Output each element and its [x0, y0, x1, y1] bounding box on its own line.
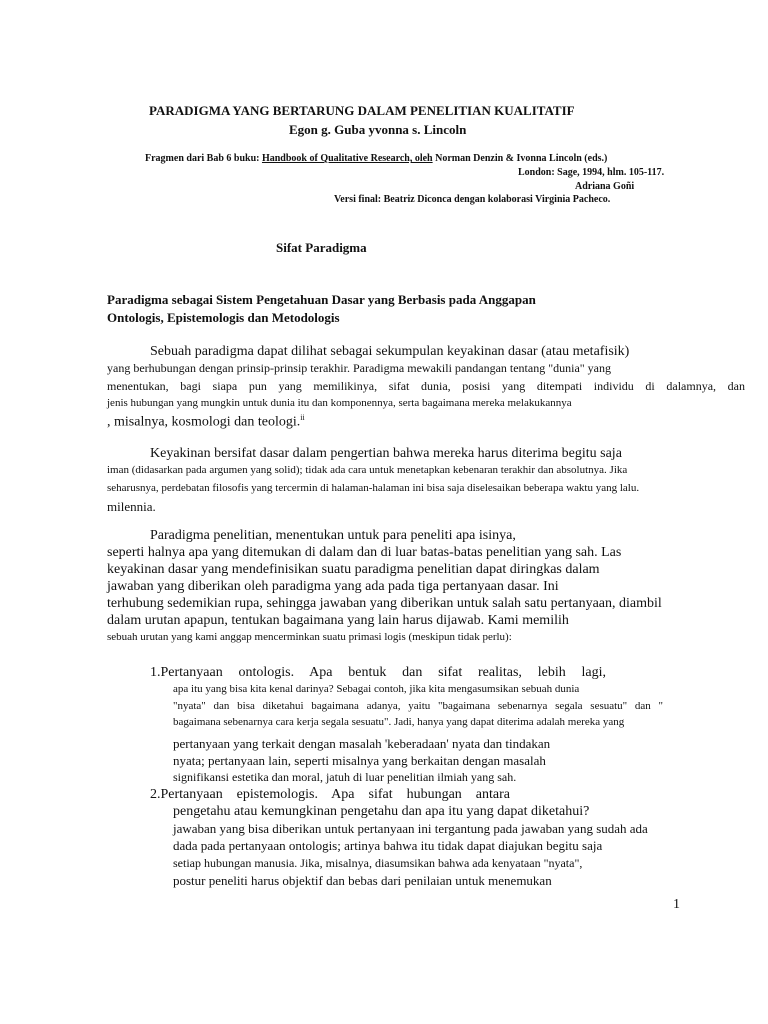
item2-line-1: 2.Pertanyaan epistemologis. Apa sifat hubungan antara	[150, 787, 510, 802]
para2-line-3: seharusnya, perdebatan filosofis yang tercermin di halaman-halaman ini bisa saja diselesaikan beberapa waktu yang lalu.	[107, 482, 640, 494]
para3-line-6: dalam urutan apapun, tentukan bagaimana yang lain harus dijawab. Kami memilih	[107, 613, 569, 628]
item2-line-4: dada pada pertanyaan ontologis; artinya bahwa itu tidak dapat diajukan begitu saja	[173, 838, 603, 853]
fragment-book-title: Handbook of Qualitative Research, oleh	[261, 153, 433, 164]
item1-line-2: apa itu yang bisa kita kenal darinya? Sebagai contoh, jika kita mengasumsikan sebuah dunia	[173, 683, 580, 695]
fragment-prefix: Fragmen dari Bab 6 buku:	[145, 153, 262, 164]
para1-line-5	[107, 414, 305, 430]
para3-line-3: keyakinan dasar yang mendefinisikan suatu paradigma penelitian dapat diringkas dalam	[107, 562, 600, 577]
document-authors: Egon g. Guba yvonna s. Lincoln	[289, 122, 467, 137]
para3-line-7: sebuah urutan yang kami anggap mencerminkan suatu primasi logis (meskipun tidak perlu):	[107, 631, 512, 643]
para3-line-4: jawaban yang diberikan oleh paradigma yang ada pada tiga pertanyaan dasar. Ini	[107, 579, 559, 594]
para3-line-1: Paradigma penelitian, menentukan untuk para peneliti apa isinya,	[150, 528, 516, 543]
item2-line-2: pengetahu atau kemungkinan pengetahu dan apa itu yang dapat diketahui?	[173, 804, 590, 819]
para1-line-1: Sebuah paradigma dapat dilihat sebagai sekumpulan keyakinan dasar (atau metafisik)	[150, 344, 630, 359]
para1-line-4: jenis hubungan yang mungkin untuk dunia itu dan komponennya, serta bagaimana mereka melakukannya	[107, 397, 572, 409]
para1-line-5-text: , misalnya, kosmologi dan teologi.	[107, 414, 301, 430]
translator-line: Adriana Goñi	[575, 181, 635, 192]
item2-line-3: jawaban yang bisa diberikan untuk pertanyaan ini tergantung pada jawaban yang sudah ada	[173, 821, 648, 836]
para3-line-5: terhubung sedemikian rupa, sehingga jawaban yang diberikan untuk salah satu pertanyaan, diambil	[107, 596, 662, 611]
para3-line-2: seperti halnya apa yang ditemukan di dalam dan di luar batas-batas penelitian yang sah. Las	[107, 545, 622, 560]
item1-line-6: nyata; pertanyaan lain, seperti misalnya yang berkaitan dengan masalah	[173, 753, 546, 768]
item1-line-4: bagaimana sebenarnya cara kerja segala sesuatu". Jadi, hanya yang dapat diterima adalah mereka yang	[173, 716, 625, 728]
fragment-line	[145, 154, 607, 164]
para2-line-4: milennia.	[107, 499, 156, 514]
page-number: 1	[673, 897, 680, 912]
item1-line-3: "nyata" dan bisa diketahui bagaimana adanya, yaitu "bagaimana sebenarnya segala sesuatu" dan "	[173, 700, 663, 712]
item1-line-1: 1.Pertanyaan ontologis. Apa bentuk dan sifat realitas, lebih lagi,	[150, 665, 606, 680]
para1-line-2: yang berhubungan dengan prinsip-prinsip terakhir. Paradigma mewakili pandangan tentang "dunia" yang	[107, 361, 611, 375]
item1-line-5: pertanyaan yang terkait dengan masalah 'keberadaan' nyata dan tindakan	[173, 736, 551, 751]
section-title: Sifat Paradigma	[276, 240, 367, 255]
final-version-line: Versi final: Beatriz Diconca dengan kolaborasi Virginia Pacheco.	[334, 194, 611, 205]
item1-line-7: signifikansi estetika dan moral, jatuh di luar penelitian ilmiah yang sah.	[173, 770, 517, 784]
para1-line-3: menentukan, bagi siapa pun yang memilikinya, sifat dunia, posisi yang ditempati individu di dalamnya, dan	[107, 379, 745, 393]
subheading-line-2: Ontologis, Epistemologis dan Metodologis	[107, 310, 340, 325]
publisher-line: London: Sage, 1994, hlm. 105-117.	[518, 167, 665, 178]
document-title: PARADIGMA YANG BERTARUNG DALAM PENELITIAN KUALITATIF	[149, 103, 575, 118]
footnote-marker: ii	[300, 413, 305, 422]
para2-line-2: iman (didasarkan pada argumen yang solid); tidak ada cara untuk menetapkan kebenaran terakhir dan absolutnya. Jika	[107, 464, 628, 476]
item2-line-6: postur peneliti harus objektif dan bebas dari penilaian untuk menemukan	[173, 873, 552, 888]
para2-line-1: Keyakinan bersifat dasar dalam pengertian bahwa mereka harus diterima begitu saja	[150, 446, 622, 461]
fragment-editors: Norman Denzin & Ivonna Lincoln (eds.)	[432, 153, 608, 164]
subheading-line-1: Paradigma sebagai Sistem Pengetahuan Dasar yang Berbasis pada Anggapan	[107, 292, 536, 307]
item2-line-5: setiap hubungan manusia. Jika, misalnya, diasumsikan bahwa ada kenyataan "nyata",	[173, 856, 583, 870]
